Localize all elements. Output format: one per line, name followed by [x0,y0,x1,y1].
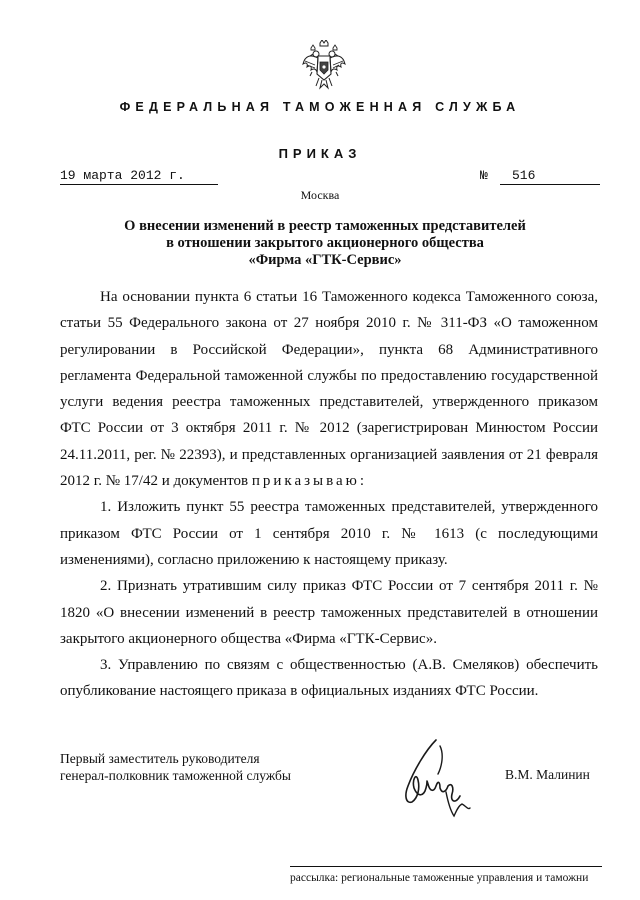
order-title-line: О внесении изменений в реестр таможенных представителей [124,218,526,234]
preamble-text: На основании пункта 6 статьи 16 Таможенного кодекса Таможенного союза, статьи 55 Федерального закона от 27 ноября 2010 г. № 311-ФЗ «О таможенном регулировании в Российской Федерации», пункта 68 Административного регламента Федеральной таможенной службы по предоставлению государственной услуги ведения реестра таможенных представителей, утвержденного приказом ФТС России от 3 октября 2011 г. № 2012 (зарегистрирован Минюстом России 24.11.2011, рег. № 22393), и представленных организацией заявления от 21 февраля 2012 г. № 17/42 и документов [60,289,598,490]
order-item-3: 3. Управлению по связям с общественностью (А.В. Смеляков) обеспечить опубликование настоящего приказа в официальных изданиях ФТС России. [60,657,598,700]
order-city: Москва [300,188,340,202]
order-title [80,218,570,269]
order-title-line: в отношении закрытого акционерного общества [166,235,484,251]
coat-of-arms-icon [302,40,346,90]
distribution-list: рассылка: региональные таможенные управления и таможни [290,872,589,884]
signatory-position [60,750,291,784]
handwritten-signature [396,736,476,822]
number-sign: № [480,168,488,183]
number-underline [500,184,600,185]
order-item-1: 1. Изложить пункт 55 реестра таможенных представителей, утвержденного приказом ФТС России от 1 сентября 2010 г. № 1613 (с последующими изменениями), согласно приложению к настоящему приказу. [60,499,598,568]
document-type: ПРИКАЗ [278,146,362,161]
date-underline [60,184,218,185]
agency-name: ФЕДЕРАЛЬНАЯ ТАМОЖЕННАЯ СЛУЖБА [119,100,521,114]
order-title-line: «Фирма «ГТК-Сервис» [248,252,402,268]
order-item-2: 2. Признать утратившим силу приказ ФТС России от 7 сентября 2011 г. № 1820 «О внесении изменений в реестр таможенных представителей в отношении закрытого акционерного общества «Фирма «ГТК-Сервис». [60,578,598,647]
signatory-name: В.М. Малинин [505,767,590,782]
preamble-paragraph [60,284,598,494]
footer-divider [290,866,602,867]
signatory-position-line: Первый заместитель руководителя [60,751,260,766]
order-number: 516 [512,168,536,183]
order-body [60,284,598,705]
signatory-position-line: генерал-полковник таможенной службы [60,768,291,783]
order-word: приказываю: [251,473,368,490]
order-date: 19 марта 2012 г. [60,168,185,183]
